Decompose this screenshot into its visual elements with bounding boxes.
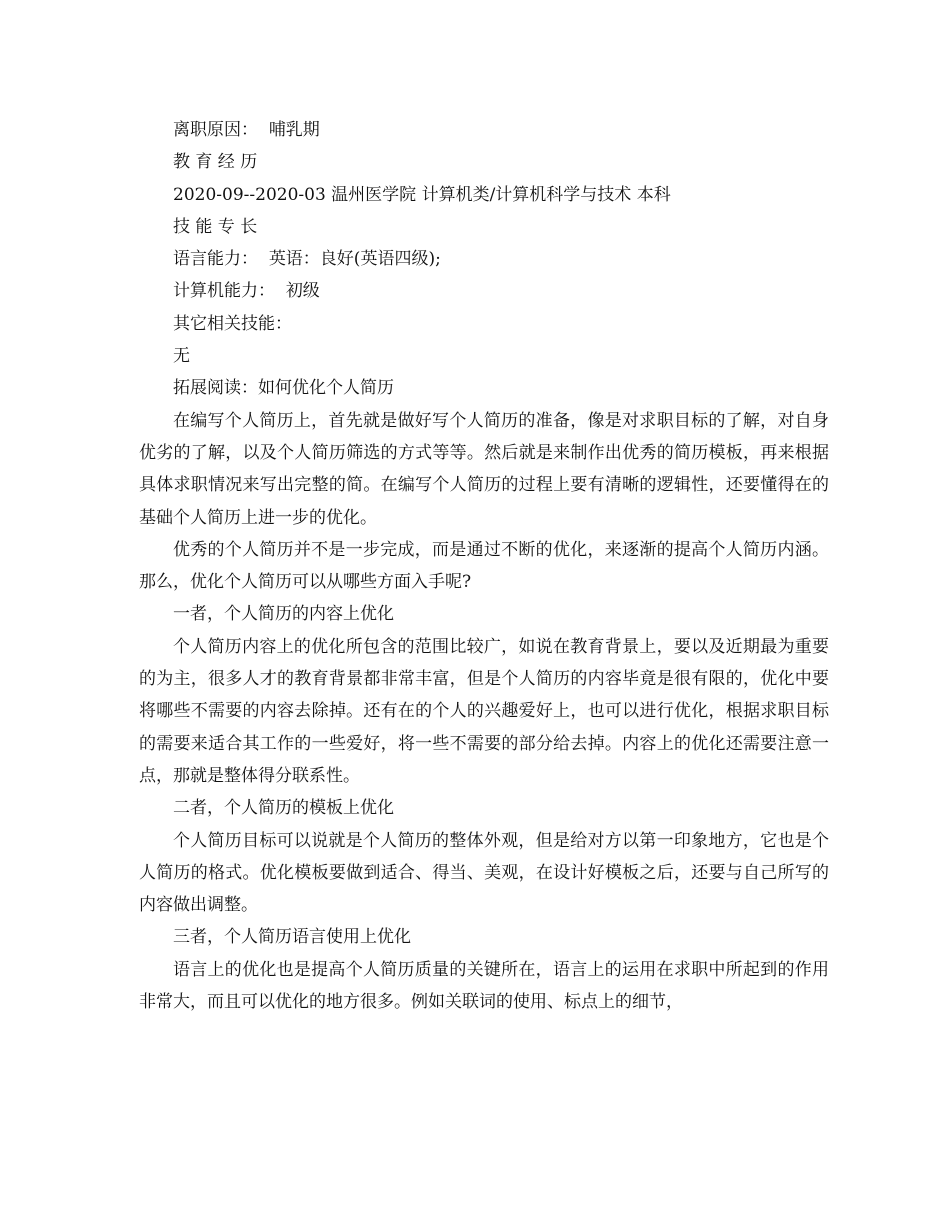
other-skills-value: 无 [173,346,190,367]
article-paragraph-3: 个人简历内容上的优化所包含的范围比较广，如说在教育背景上，要以及近期最为重要的为主，很多人才的教育背景都非常丰富，但是个人简历的内容毕竟是很有限的，优化中要将哪些不需要的内容去除掉。还有在的个人的兴趣爱好上，也可以进行优化，根据求职目标的需要来适合其工作的一些爱好，将一些不需要的部分给去掉。内容上的优化还需要注意一点，那就是整体得分联系性。 [139,636,829,786]
leave-reason-label: 离职原因： [173,120,258,140]
skills-heading: 技 能 专 长 [173,216,258,237]
language-value: 英语：良好(英语四级); [268,249,441,270]
article-paragraph-2: 优秀的个人简历并不是一步完成，而是通过不断的优化，来逐渐的提高个人简历内涵。那么，优化个人简历可以从哪些方面入手呢? [139,539,829,593]
computer-line [139,275,829,307]
article-paragraph-5: 语言上的优化也是提高个人简历质量的关键所在，语言上的运用在求职中所起到的作用非常大，而且可以优化的地方很多。例如关联词的使用、标点上的细节， [139,959,829,1013]
article-heading-3: 三者，个人简历语言使用上优化 [173,927,411,948]
article-paragraph-1: 在编写个人简历上，首先就是做好写个人简历的准备，像是对求职目标的了解，对自身优劣的了解，以及个人简历筛选的方式等等。然后就是来制作出优秀的简历模板，再来根据具体求职情况来写出完整的简。在编写个人简历的过程上要有清晰的逻辑性，还要懂得在的基础个人简历上进一步的优化。 [139,410,829,528]
leave-reason-value: 哺乳期 [268,120,320,140]
education-heading: 教 育 经 历 [173,152,258,173]
document-body [139,114,829,1018]
article-paragraph-4: 个人简历目标可以说就是个人简历的整体外观，但是给对方以第一印象地方，它也是个人简历的格式。优化模板要做到适合、得当、美观，在设计好模板之后，还要与自己所写的内容做出调整。 [139,830,829,916]
leave-reason-line [139,114,829,146]
article-heading-1: 一者，个人简历的内容上优化 [173,604,394,625]
article-heading-2: 二者，个人简历的模板上优化 [173,798,394,819]
education-entry: 2020-09--2020-03 温州医学院 计算机类/计算机科学与技术 本科 [173,184,671,205]
language-line [139,243,829,275]
other-skills-label: 其它相关技能： [173,313,292,334]
language-label: 语言能力： [173,249,258,270]
computer-value: 初级 [285,281,320,302]
article-title: 拓展阅读：如何优化个人简历 [173,378,394,399]
computer-label: 计算机能力： [173,281,275,302]
